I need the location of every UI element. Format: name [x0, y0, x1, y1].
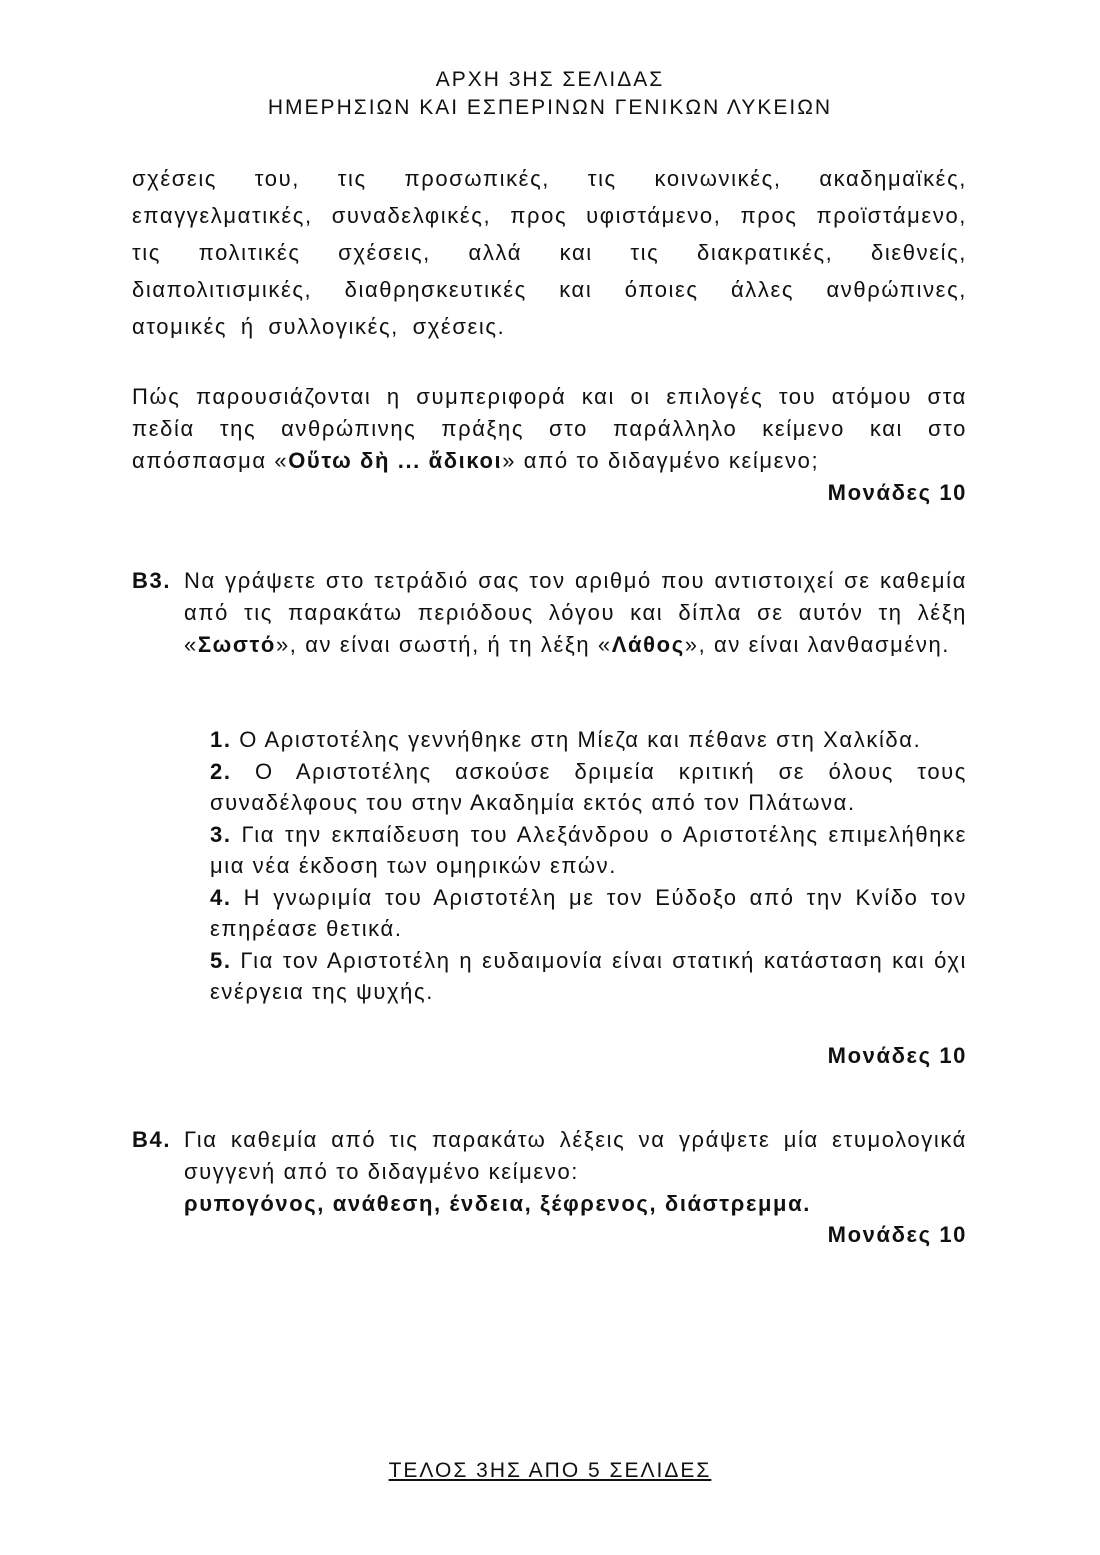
list-item	[210, 724, 967, 756]
b3-wrong-word: Λάθος	[611, 632, 685, 657]
question-b3-label: Β3.	[132, 568, 172, 593]
question-paragraph	[132, 381, 967, 477]
question-b3-text	[184, 565, 967, 661]
item-number: 1.	[210, 727, 232, 752]
b3-correct-word: Σωστό	[197, 632, 276, 657]
b3-text-2: », αν είναι σωστή, ή τη λέξη «	[275, 632, 612, 657]
question-text-before: Πώς παρουσιάζονται η συμπεριφορά και οι επιλογές του ατόμου στα πεδία της ανθρώπινης πράξης στο παράλληλο κείμενο και στο απόσπασμα «	[132, 384, 967, 473]
item-text: Για την εκπαίδευση του Αλεξάνδρου ο Αριστοτέλης επιμελήθηκε μια νέα έκδοση των ομηρικών επών.	[210, 821, 967, 878]
page-header	[0, 66, 1100, 122]
list-item	[210, 819, 967, 882]
list-item	[210, 945, 967, 1008]
item-number: 4.	[210, 884, 232, 910]
footer-text: ΤΕΛΟΣ 3ΗΣ ΑΠΟ 5 ΣΕΛΙΔΕΣ	[388, 1459, 712, 1482]
list-item	[210, 756, 967, 819]
b4-word-list: ρυπογόνος, ανάθεση, ένδεια, ξέφρενος, διάστρεμμα.	[184, 1191, 811, 1216]
marks-label: Μονάδες 10	[827, 480, 967, 505]
question-text-after: » από το διδαγμένο κείμενο;	[502, 448, 820, 473]
question-b4-text	[184, 1124, 967, 1220]
item-number: 5.	[210, 947, 232, 973]
header-line-1: ΑΡΧΗ 3ΗΣ ΣΕΛΙΔΑΣ	[435, 68, 665, 91]
item-number: 2.	[210, 758, 232, 784]
page-footer	[0, 1459, 1100, 1483]
question-b4-label: Β4.	[132, 1127, 172, 1152]
intro-paragraph: σχέσεις του, τις προσωπικές, τις κοινωνικές, ακαδημαϊκές, επαγγελματικές, συναδελφικές, προς υφιστάμενο, προς προϊστάμενο, τις πολιτικές σχέσεις, αλλά και τις διακρατικές, διεθνείς, διαπολιτισμικές, διαθρησκευτικές και όποιες άλλες ανθρώπινες, ατομικές ή συλλογικές, σχέσεις.	[132, 166, 967, 339]
item-number: 3.	[210, 821, 232, 847]
b4-instructions: Για καθεμία από τις παρακάτω λέξεις να γράψετε μία ετυμολογικά συγγενή από το διδαγμένο κείμενο:	[184, 1127, 967, 1184]
quoted-excerpt: Οὕτω δὴ ... ἄδικοι	[288, 448, 503, 473]
b3-text-1: Να γράψετε στο τετράδιό σας τον αριθμό που αντιστοιχεί σε καθεμία από τις παρακάτω περιόδους λόγου και δίπλα σε αυτόν τη λέξη «	[184, 568, 967, 657]
b3-text-3: », αν είναι λανθασμένη.	[684, 632, 950, 657]
list-item	[210, 882, 967, 945]
statement-list	[210, 724, 967, 1008]
marks-label: Μονάδες 10	[827, 1043, 967, 1068]
item-text: Για τον Αριστοτέλη η ευδαιμονία είναι στατική κατάσταση και όχι ενέργεια της ψυχής.	[210, 947, 967, 1004]
item-text: Ο Αριστοτέλης ασκούσε δριμεία κριτική σε όλους τους συναδέλφους του στην Ακαδημία εκτός από τον Πλάτωνα.	[210, 758, 967, 815]
marks-label: Μονάδες 10	[827, 1222, 967, 1247]
header-line-2: ΗΜΕΡΗΣΙΩΝ ΚΑΙ ΕΣΠΕΡΙΝΩΝ ΓΕΝΙΚΩΝ ΛΥΚΕΙΩΝ	[267, 96, 833, 119]
item-text: Η γνωριμία του Αριστοτέλη με τον Εύδοξο από την Κνίδο τον επηρέασε θετικά.	[210, 884, 967, 941]
item-text: Ο Αριστοτέλης γεννήθηκε στη Μίεζα και πέθανε στη Χαλκίδα.	[231, 727, 922, 752]
